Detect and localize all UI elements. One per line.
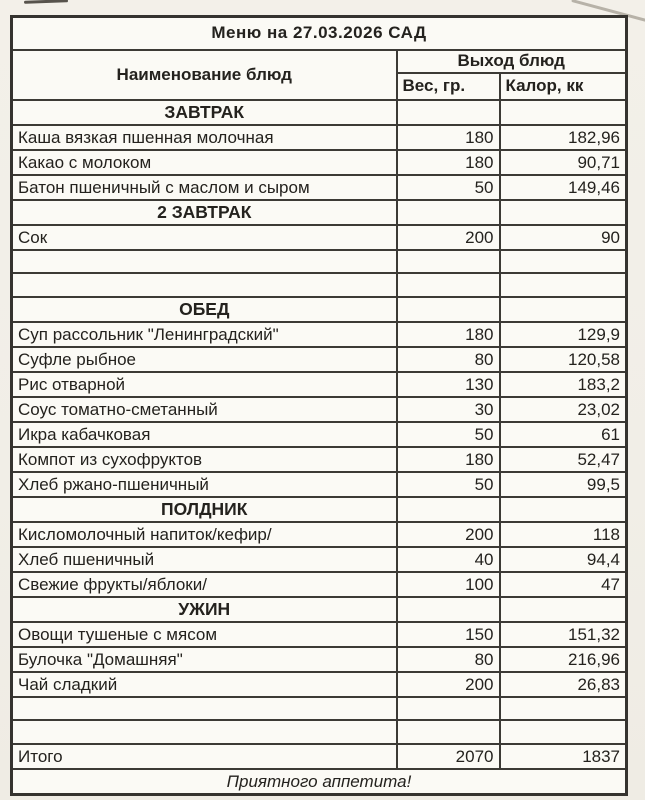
- dish-name: Овощи тушеные с мясом: [12, 622, 397, 647]
- footer-row: [12, 769, 627, 795]
- column-header-output-group: Выход блюд: [397, 50, 627, 73]
- section-header-row: [12, 497, 627, 522]
- weight-value: 50: [397, 472, 500, 497]
- dish-row: [12, 472, 627, 497]
- dish-name: Суфле рыбное: [12, 347, 397, 372]
- calories-value: [500, 697, 627, 721]
- calories-value: 151,32: [500, 622, 627, 647]
- section-header-row: [12, 100, 627, 125]
- weight-value: 50: [397, 175, 500, 200]
- calories-value: 23,02: [500, 397, 627, 422]
- total-row: [12, 744, 627, 769]
- dish-row: [12, 150, 627, 175]
- weight-value: [397, 497, 500, 522]
- section-header-row: [12, 297, 627, 322]
- dish-row: [12, 125, 627, 150]
- calories-value: 182,96: [500, 125, 627, 150]
- column-header-calories: Калор, кк: [500, 73, 627, 100]
- dish-name: [12, 697, 397, 721]
- dish-name: Сок: [12, 225, 397, 250]
- empty-row: [12, 697, 627, 721]
- dish-name: Батон пшеничный с маслом и сыром: [12, 175, 397, 200]
- dish-name: Икра кабачковая: [12, 422, 397, 447]
- weight-value: 130: [397, 372, 500, 397]
- dish-row: [12, 547, 627, 572]
- calories-value: [500, 597, 627, 622]
- header-row-top: [12, 50, 627, 73]
- section-header-row: [12, 597, 627, 622]
- calories-value: 1837: [500, 744, 627, 769]
- weight-value: 100: [397, 572, 500, 597]
- empty-row: [12, 720, 627, 744]
- calories-value: 26,83: [500, 672, 627, 697]
- dish-row: [12, 572, 627, 597]
- weight-value: 200: [397, 672, 500, 697]
- dish-name: Чай сладкий: [12, 672, 397, 697]
- dish-row: [12, 225, 627, 250]
- calories-value: 90,71: [500, 150, 627, 175]
- dish-row: [12, 522, 627, 547]
- dish-name: Суп рассольник "Ленинградский": [12, 322, 397, 347]
- dish-row: [12, 672, 627, 697]
- calories-value: 183,2: [500, 372, 627, 397]
- section-header-row: [12, 200, 627, 225]
- weight-value: [397, 273, 500, 297]
- dish-name: Рис отварной: [12, 372, 397, 397]
- weight-value: 200: [397, 522, 500, 547]
- empty-row: [12, 250, 627, 274]
- calories-value: 94,4: [500, 547, 627, 572]
- section-title: УЖИН: [12, 597, 397, 622]
- calories-value: [500, 250, 627, 274]
- calories-value: 149,46: [500, 175, 627, 200]
- weight-value: [397, 250, 500, 274]
- calories-value: [500, 497, 627, 522]
- section-title: 2 ЗАВТРАК: [12, 200, 397, 225]
- dish-name: Каша вязкая пшенная молочная: [12, 125, 397, 150]
- calories-value: 90: [500, 225, 627, 250]
- dish-row: [12, 347, 627, 372]
- section-title: ПОЛДНИК: [12, 497, 397, 522]
- weight-value: 30: [397, 397, 500, 422]
- calories-value: 52,47: [500, 447, 627, 472]
- dish-row: [12, 322, 627, 347]
- bon-appetit-note: Приятного аппетита!: [12, 769, 627, 795]
- column-header-weight: Вес, гр.: [397, 73, 500, 100]
- calories-value: 47: [500, 572, 627, 597]
- dish-name: Хлеб ржано-пшеничный: [12, 472, 397, 497]
- dish-row: [12, 372, 627, 397]
- dish-name: Свежие фрукты/яблоки/: [12, 572, 397, 597]
- dish-name: Соус томатно-сметанный: [12, 397, 397, 422]
- weight-value: [397, 200, 500, 225]
- dish-name: Какао с молоком: [12, 150, 397, 175]
- dish-name: [12, 273, 397, 297]
- column-header-dish-name: Наименование блюд: [12, 50, 397, 100]
- title-row: [12, 17, 627, 50]
- dish-name: [12, 250, 397, 274]
- calories-value: 118: [500, 522, 627, 547]
- dish-name: Компот из сухофруктов: [12, 447, 397, 472]
- dish-row: [12, 622, 627, 647]
- menu-table-body: [12, 100, 627, 769]
- weight-value: [397, 720, 500, 744]
- weight-value: [397, 597, 500, 622]
- weight-value: 80: [397, 347, 500, 372]
- scan-artifact-dash: [24, 0, 68, 4]
- menu-title: Меню на 27.03.2026 САД: [12, 17, 627, 50]
- dish-name: Кисломолочный напиток/кефир/: [12, 522, 397, 547]
- calories-value: [500, 100, 627, 125]
- section-title: ОБЕД: [12, 297, 397, 322]
- weight-value: 180: [397, 150, 500, 175]
- weight-value: 180: [397, 125, 500, 150]
- dish-row: [12, 447, 627, 472]
- calories-value: 129,9: [500, 322, 627, 347]
- weight-value: 150: [397, 622, 500, 647]
- dish-row: [12, 647, 627, 672]
- calories-value: [500, 200, 627, 225]
- total-label: Итого: [12, 744, 397, 769]
- weight-value: 200: [397, 225, 500, 250]
- calories-value: 99,5: [500, 472, 627, 497]
- weight-value: 180: [397, 322, 500, 347]
- weight-value: 40: [397, 547, 500, 572]
- weight-value: 180: [397, 447, 500, 472]
- weight-value: [397, 297, 500, 322]
- calories-value: [500, 273, 627, 297]
- calories-value: 216,96: [500, 647, 627, 672]
- calories-value: 120,58: [500, 347, 627, 372]
- section-title: ЗАВТРАК: [12, 100, 397, 125]
- weight-value: 80: [397, 647, 500, 672]
- dish-row: [12, 175, 627, 200]
- menu-table: [10, 15, 628, 796]
- weight-value: 50: [397, 422, 500, 447]
- dish-name: Булочка "Домашняя": [12, 647, 397, 672]
- dish-name: Хлеб пшеничный: [12, 547, 397, 572]
- calories-value: [500, 297, 627, 322]
- dish-row: [12, 397, 627, 422]
- empty-row: [12, 273, 627, 297]
- dish-row: [12, 422, 627, 447]
- weight-value: [397, 697, 500, 721]
- weight-value: [397, 100, 500, 125]
- calories-value: 61: [500, 422, 627, 447]
- calories-value: [500, 720, 627, 744]
- weight-value: 2070: [397, 744, 500, 769]
- dish-name: [12, 720, 397, 744]
